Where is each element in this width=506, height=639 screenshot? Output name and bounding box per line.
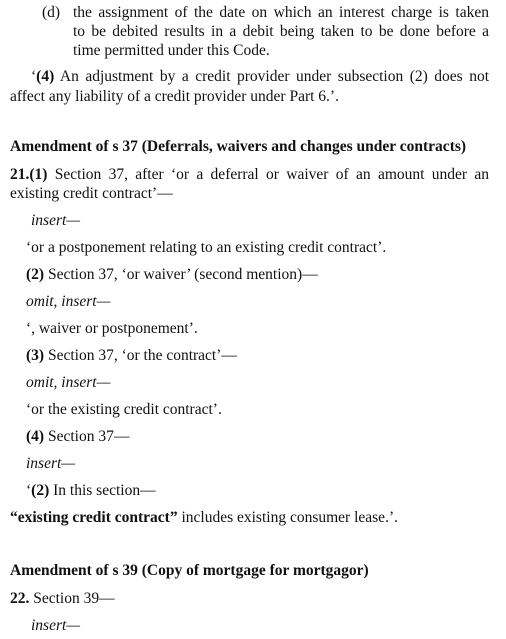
inserted-text-2: ‘, waiver or postponement’. bbox=[26, 320, 198, 337]
definition-line bbox=[10, 508, 398, 527]
sub-2-number: (2) bbox=[26, 266, 45, 283]
instruction-omit-insert-3: omit, insert— bbox=[26, 374, 111, 391]
clause-21-line-1 bbox=[10, 165, 489, 184]
instruction-insert-1: insert— bbox=[31, 212, 81, 229]
para-d-line-2: to be debited results in a debit being taken to be done before a bbox=[73, 23, 489, 40]
clause-21-sub-4 bbox=[26, 427, 129, 446]
instruction-omit-insert-2: omit, insert— bbox=[26, 293, 111, 310]
para-d-line-1: the assignment of the date on which an interest charge is taken bbox=[73, 4, 489, 21]
inserted-text-1: ‘or a postponement relating to an existing credit contract’. bbox=[26, 239, 387, 256]
new-sub-open-quote: ‘ bbox=[26, 482, 32, 499]
sub-3-text: Section 37, ‘or the contract’— bbox=[44, 347, 237, 364]
clause-21-sub-1: (1) bbox=[29, 166, 48, 183]
subsec-4-line-2: affect any liability of a credit provider under Part 6.’. bbox=[10, 88, 339, 105]
clause-21-sub-3 bbox=[26, 346, 237, 365]
new-sub-number: (2) bbox=[31, 482, 50, 499]
definition-text: includes existing consumer lease.’. bbox=[177, 509, 398, 526]
clause-21-number: 21. bbox=[10, 166, 30, 183]
sub-3-number: (3) bbox=[26, 347, 45, 364]
para-d-line-3: time permitted under this Code. bbox=[73, 42, 270, 59]
clause-21-line-2: existing credit contract’— bbox=[10, 185, 173, 202]
sub-2-text: Section 37, ‘or waiver’ (second mention)— bbox=[44, 266, 318, 283]
sub-4-number: (4) bbox=[26, 428, 45, 445]
para-d-label: (d) bbox=[42, 4, 61, 21]
clause-22 bbox=[10, 589, 115, 608]
clause-22-text: Section 39— bbox=[29, 590, 115, 607]
heading-s39: Amendment of s 39 (Copy of mortgage for mortgagor) bbox=[10, 562, 369, 579]
inserted-text-3: ‘or the existing credit contract’. bbox=[26, 401, 222, 418]
instruction-insert-22: insert— bbox=[31, 617, 81, 634]
open-quote: ‘ bbox=[31, 68, 37, 85]
sub-4-text: Section 37— bbox=[44, 428, 130, 445]
instruction-insert-4: insert— bbox=[26, 455, 76, 472]
clause-21-sub-2 bbox=[26, 265, 318, 284]
heading-s37: Amendment of s 37 (Deferrals, waivers and changes under contracts) bbox=[10, 138, 467, 155]
subsec-4-number: (4) bbox=[36, 68, 55, 85]
new-subsection-2 bbox=[26, 481, 156, 500]
clause-21-sub-1-text: Section 37, after ‘or a deferral or waiver of an amount under an bbox=[47, 166, 489, 183]
clause-22-number: 22. bbox=[10, 590, 30, 607]
definition-term: “existing credit contract” bbox=[10, 509, 178, 526]
subsec-4-line-1 bbox=[31, 67, 489, 86]
subsec-4-text: An adjustment by a credit provider under subsection (2) does not bbox=[54, 68, 489, 85]
new-sub-text: In this section— bbox=[49, 482, 156, 499]
